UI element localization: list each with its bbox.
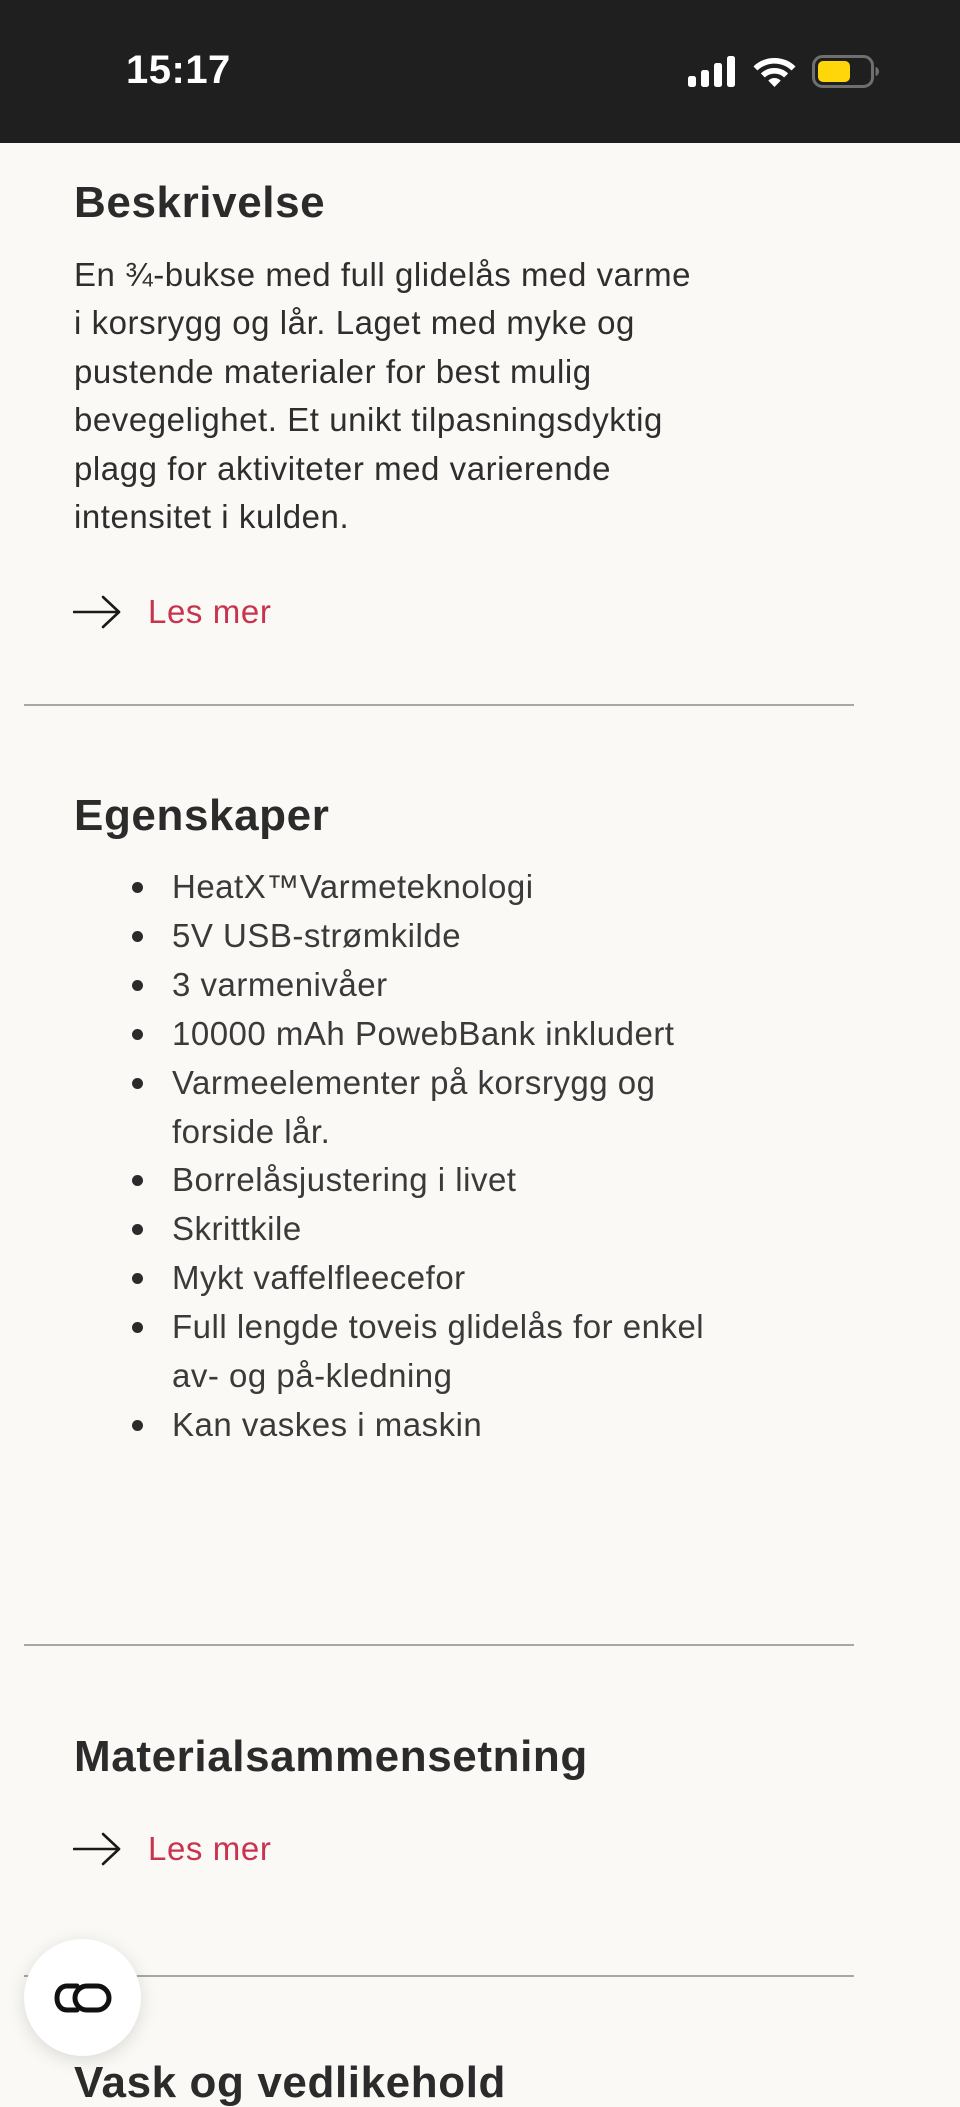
feature-text: HeatX™Varmeteknologi [172,868,534,905]
feature-item [0,863,860,912]
description-line: intensitet i kulden. [74,498,350,536]
bullet-icon [132,1029,143,1040]
section-divider [24,1975,854,1977]
feature-item [0,1254,860,1303]
feature-text: Mykt vaffelfleecefor [172,1259,466,1297]
feature-item [0,1401,860,1450]
bullet-icon [132,1420,143,1431]
arrow-right-icon [73,1832,122,1866]
feature-text: Kan vaskes i maskin [172,1405,483,1443]
description-text [74,251,834,541]
chat-logo-icon [53,1982,113,2014]
bullet-icon [132,980,143,991]
description-heading: Beskrivelse [74,178,326,227]
cellular-signal-icon [688,56,736,87]
feature-text: Full lengde toveis glidelås for enkel [172,1308,705,1346]
features-heading: Egenskaper [74,791,330,840]
bullet-icon [132,1322,143,1333]
arrow-right-icon [73,595,122,629]
bullet-icon [132,1273,143,1284]
section-divider [24,704,854,706]
description-line: pustende materialer for best mulig [74,352,592,390]
feature-text: forside lår. [172,1112,331,1150]
chat-widget-button[interactable] [24,1939,141,2056]
feature-item [0,1010,860,1059]
read-more-label: Les mer [148,1830,272,1867]
wifi-icon [752,55,797,88]
bullet-icon [132,1224,143,1235]
feature-item [0,1156,860,1205]
description-line: plagg for aktiviteter med varierende [74,449,612,487]
feature-text: 10000 mAh PowebBank inkludert [172,1014,675,1052]
feature-item [0,961,860,1010]
description-line: i korsrygg og lår. Laget med myke og [74,304,635,342]
bullet-icon [132,931,143,942]
feature-item [0,912,860,961]
read-more-label: Les mer [148,593,272,630]
feature-text: av- og på-kledning [172,1357,453,1395]
bullet-icon [132,1078,143,1089]
feature-item [0,1303,860,1401]
feature-text: 3 varmenivåer [172,965,388,1003]
feature-text: Varmeelementer på korsrygg og [172,1063,656,1101]
section-divider [24,1644,854,1646]
status-bar [0,0,960,143]
care-heading[interactable]: Vask og vedlikehold [74,2058,506,2107]
description-line: bevegelighet. Et unikt tilpasningsdyktig [74,401,663,439]
bullet-icon [132,882,143,893]
materials-read-more-link[interactable] [73,1825,271,1873]
feature-text: Borrelåsjustering i livet [172,1161,517,1199]
feature-text: Skrittkile [172,1210,302,1248]
feature-item [0,1205,860,1254]
features-list [0,863,860,1450]
feature-item [0,1059,860,1157]
feature-text: 5V USB-strømkilde [172,916,462,954]
description-line: En ¾-bukse med full glidelås med varme [74,256,692,293]
battery-icon [812,55,880,88]
description-read-more-link[interactable] [73,588,271,636]
status-time: 15:17 [126,48,231,92]
materials-heading: Materialsammensetning [74,1732,588,1781]
bullet-icon [132,1175,143,1186]
